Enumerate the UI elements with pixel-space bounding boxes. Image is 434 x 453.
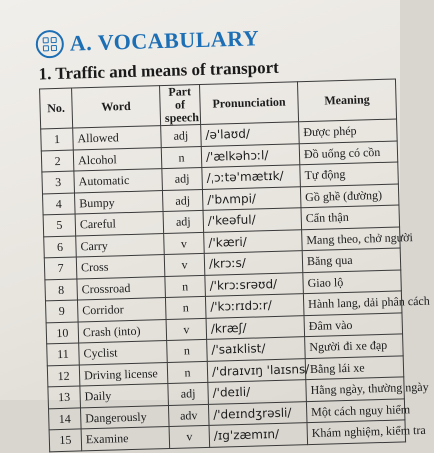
cell-part-of-speech: v — [166, 318, 207, 341]
cell-meaning: Người đi xe đạp — [305, 334, 404, 358]
cell-meaning: Hằng ngày, thường ngày — [306, 377, 405, 401]
cell-pronunciation: /'kɔːrɪdɔːr/ — [205, 294, 304, 318]
cell-no: 9 — [45, 300, 78, 322]
cell-meaning: Gồ ghề (đường) — [300, 183, 399, 207]
cell-word: Allowed — [73, 126, 162, 150]
cell-word: Driving license — [79, 362, 168, 386]
cell-word: Bumpy — [74, 190, 163, 214]
page-title: A. VOCABULARY — [69, 25, 260, 56]
cell-word: Crossroad — [77, 276, 166, 300]
cell-meaning: Đồ uống có cồn — [299, 141, 398, 165]
cell-no: 8 — [45, 278, 78, 300]
cell-part-of-speech: n — [165, 296, 206, 319]
cell-no: 11 — [47, 343, 80, 365]
cell-word: Examine — [81, 426, 170, 450]
cell-pronunciation: /ˌɔːtə'mætɪk/ — [202, 165, 301, 189]
cell-pronunciation: /'ælkəhɔːl/ — [201, 143, 300, 167]
cell-no: 1 — [41, 128, 74, 150]
cell-meaning: Hành lang, dải phân cách — [303, 291, 402, 315]
cell-part-of-speech: n — [167, 361, 208, 384]
cell-part-of-speech: adj — [163, 210, 204, 233]
column-header-part-of-speech: Part of speech — [160, 84, 201, 125]
section-header — [35, 18, 259, 64]
cell-no: 3 — [42, 171, 75, 193]
cell-word: Alcohol — [73, 147, 162, 171]
cell-word: Cyclist — [79, 341, 168, 365]
cell-pronunciation: /'bʌmpi/ — [202, 186, 301, 210]
cell-pronunciation: /'draɪvɪŋ 'laɪsns/ — [207, 358, 306, 382]
cell-part-of-speech: adj — [162, 167, 203, 190]
table-body — [41, 119, 430, 451]
cell-no: 4 — [42, 193, 75, 215]
cell-pronunciation: /ɪg'zæmɪn/ — [209, 423, 308, 447]
cell-no: 15 — [49, 429, 82, 451]
cell-no: 10 — [46, 321, 79, 343]
cell-pronunciation: /'kæri/ — [204, 229, 303, 253]
cell-meaning: Một cách nguy hiểm — [306, 398, 405, 422]
cell-word: Dangerously — [80, 405, 169, 429]
cell-no: 7 — [44, 257, 77, 279]
cell-meaning: Đâm vào — [304, 312, 403, 336]
cell-pronunciation: /'krɔːsrəʊd/ — [205, 272, 304, 296]
column-header-word: Word — [72, 86, 161, 128]
cell-pronunciation: /'saɪklist/ — [207, 337, 306, 361]
cell-no: 2 — [41, 150, 74, 172]
cell-word: Carry — [76, 233, 165, 257]
cell-no: 12 — [47, 364, 80, 386]
cell-no: 5 — [43, 214, 76, 236]
cell-meaning: Giao lộ — [303, 269, 402, 293]
cell-pronunciation: /krɔːs/ — [204, 251, 303, 275]
cell-pronunciation: /'keəful/ — [203, 208, 302, 232]
cell-part-of-speech: v — [169, 425, 210, 448]
cell-word: Cross — [76, 255, 165, 279]
cell-pronunciation: /'deɪli/ — [208, 380, 307, 404]
cell-part-of-speech: n — [165, 275, 206, 298]
cell-part-of-speech: v — [164, 253, 205, 276]
cell-no: 13 — [48, 386, 81, 408]
cell-meaning: Bằng lái xe — [305, 355, 404, 379]
cell-word: Automatic — [74, 169, 163, 193]
cell-meaning: Cẩn thận — [301, 205, 400, 229]
cell-meaning: Được phép — [299, 119, 398, 143]
section-subtitle: 1. Traffic and means of transport — [38, 57, 280, 84]
column-header-pronunciation: Pronunciation — [200, 82, 299, 125]
cell-part-of-speech: n — [167, 339, 208, 362]
cell-word: Daily — [80, 384, 169, 408]
cell-word: Corridor — [77, 298, 166, 322]
cell-word: Careful — [75, 212, 164, 236]
cell-meaning: Mang theo, chở người — [302, 226, 401, 250]
cell-part-of-speech: adv — [168, 404, 209, 427]
cell-meaning: Băng qua — [302, 248, 401, 272]
cell-part-of-speech: adj — [162, 189, 203, 212]
cell-part-of-speech: adj — [161, 124, 202, 147]
cell-word: Crash (into) — [78, 319, 167, 343]
cell-part-of-speech: adj — [168, 382, 209, 405]
grid-book-icon — [35, 30, 64, 59]
cell-no: 6 — [44, 236, 77, 258]
column-header-no: No. — [40, 88, 73, 129]
column-header-meaning: Meaning — [297, 79, 396, 122]
cell-pronunciation: /ə'laʊd/ — [201, 122, 300, 146]
cell-meaning: Khám nghiệm, kiểm tra — [307, 420, 406, 444]
vocabulary-table — [39, 79, 430, 452]
cell-no: 14 — [48, 407, 81, 429]
cell-part-of-speech: n — [161, 146, 202, 169]
cell-pronunciation: /'deɪndʒrəsli/ — [208, 401, 307, 425]
cell-pronunciation: /kræʃ/ — [206, 315, 305, 339]
cell-part-of-speech: v — [164, 232, 205, 255]
cell-meaning: Tự động — [300, 162, 399, 186]
